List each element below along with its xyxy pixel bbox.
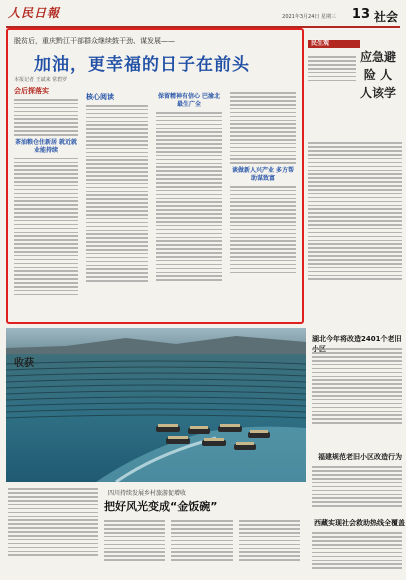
column-1-text-2 [14, 158, 78, 296]
bottom-article-headline: 把好风光变成“金饭碗” [104, 500, 218, 513]
commentary-text [308, 140, 402, 282]
bottom-text-col-1 [104, 518, 165, 563]
column-4-text [230, 92, 296, 164]
column-1-title: 会后探落实 [14, 87, 49, 95]
page-number: 13 [351, 7, 370, 22]
column-3-subhead: 保留精神有信心 巴渝北最生广全 [157, 93, 221, 108]
column-4-text-2 [230, 186, 296, 273]
column-1-subhead: 茶油粮仓住新居 就近就业能持续 [14, 138, 78, 154]
column-2-text [86, 105, 148, 282]
brief-1-title: 湖北今年将改造2401个老旧 [312, 335, 402, 343]
article-column-3 [156, 90, 222, 283]
bottom-article-kicker: 四川持续发展乡村旅游促增收 [108, 490, 187, 497]
bottom-article-text [104, 518, 300, 563]
article-headline: 加油，更幸福的日子在前头 [34, 55, 250, 75]
column-1-text [14, 99, 78, 136]
sea-farm-image [6, 328, 306, 482]
highlighted-article[interactable] [6, 28, 304, 324]
column-2-title: 核心阅读 [86, 93, 114, 101]
commentary-tag [308, 40, 360, 48]
brief-2-title: 福建规范老旧小区改造行为 [318, 453, 402, 461]
photo-caption-title: 收获 [14, 358, 34, 369]
bottom-text-col-3 [239, 518, 300, 563]
bottom-text-col-2 [171, 518, 232, 563]
commentary-text-top [308, 54, 356, 84]
commentary-tag-label: 民生观 [311, 40, 330, 47]
newspaper-logo: 人民日報 [8, 6, 61, 20]
article-kicker: 脱贫后，重庆黔江干部群众继续鼓干劲、谋发展—— [14, 37, 175, 45]
bottom-left-text [8, 486, 98, 558]
commentary-column [308, 28, 402, 324]
dateline: 2021年3月24日 星期三 [282, 14, 336, 20]
article-byline: 本报记者 王斌来 常碧罗 [14, 77, 68, 83]
commentary-headline: 应急避险 人人该学 [359, 50, 396, 100]
masthead [6, 4, 400, 28]
article-column-1 [14, 84, 78, 298]
column-4-subhead: 谈做新人兴产业 多方帮助谋致富 [231, 166, 295, 182]
brief-2-text [312, 464, 402, 509]
article-column-4 [230, 90, 296, 275]
column-3-text [156, 112, 222, 281]
brief-3-title: 西藏实现社会救助热线全覆盖 [314, 519, 405, 527]
harvest-photo [6, 328, 306, 482]
brief-1-text [312, 346, 402, 426]
brief-3-text [312, 530, 402, 571]
section-name: 社会 [373, 10, 398, 24]
article-column-2 [86, 90, 148, 284]
